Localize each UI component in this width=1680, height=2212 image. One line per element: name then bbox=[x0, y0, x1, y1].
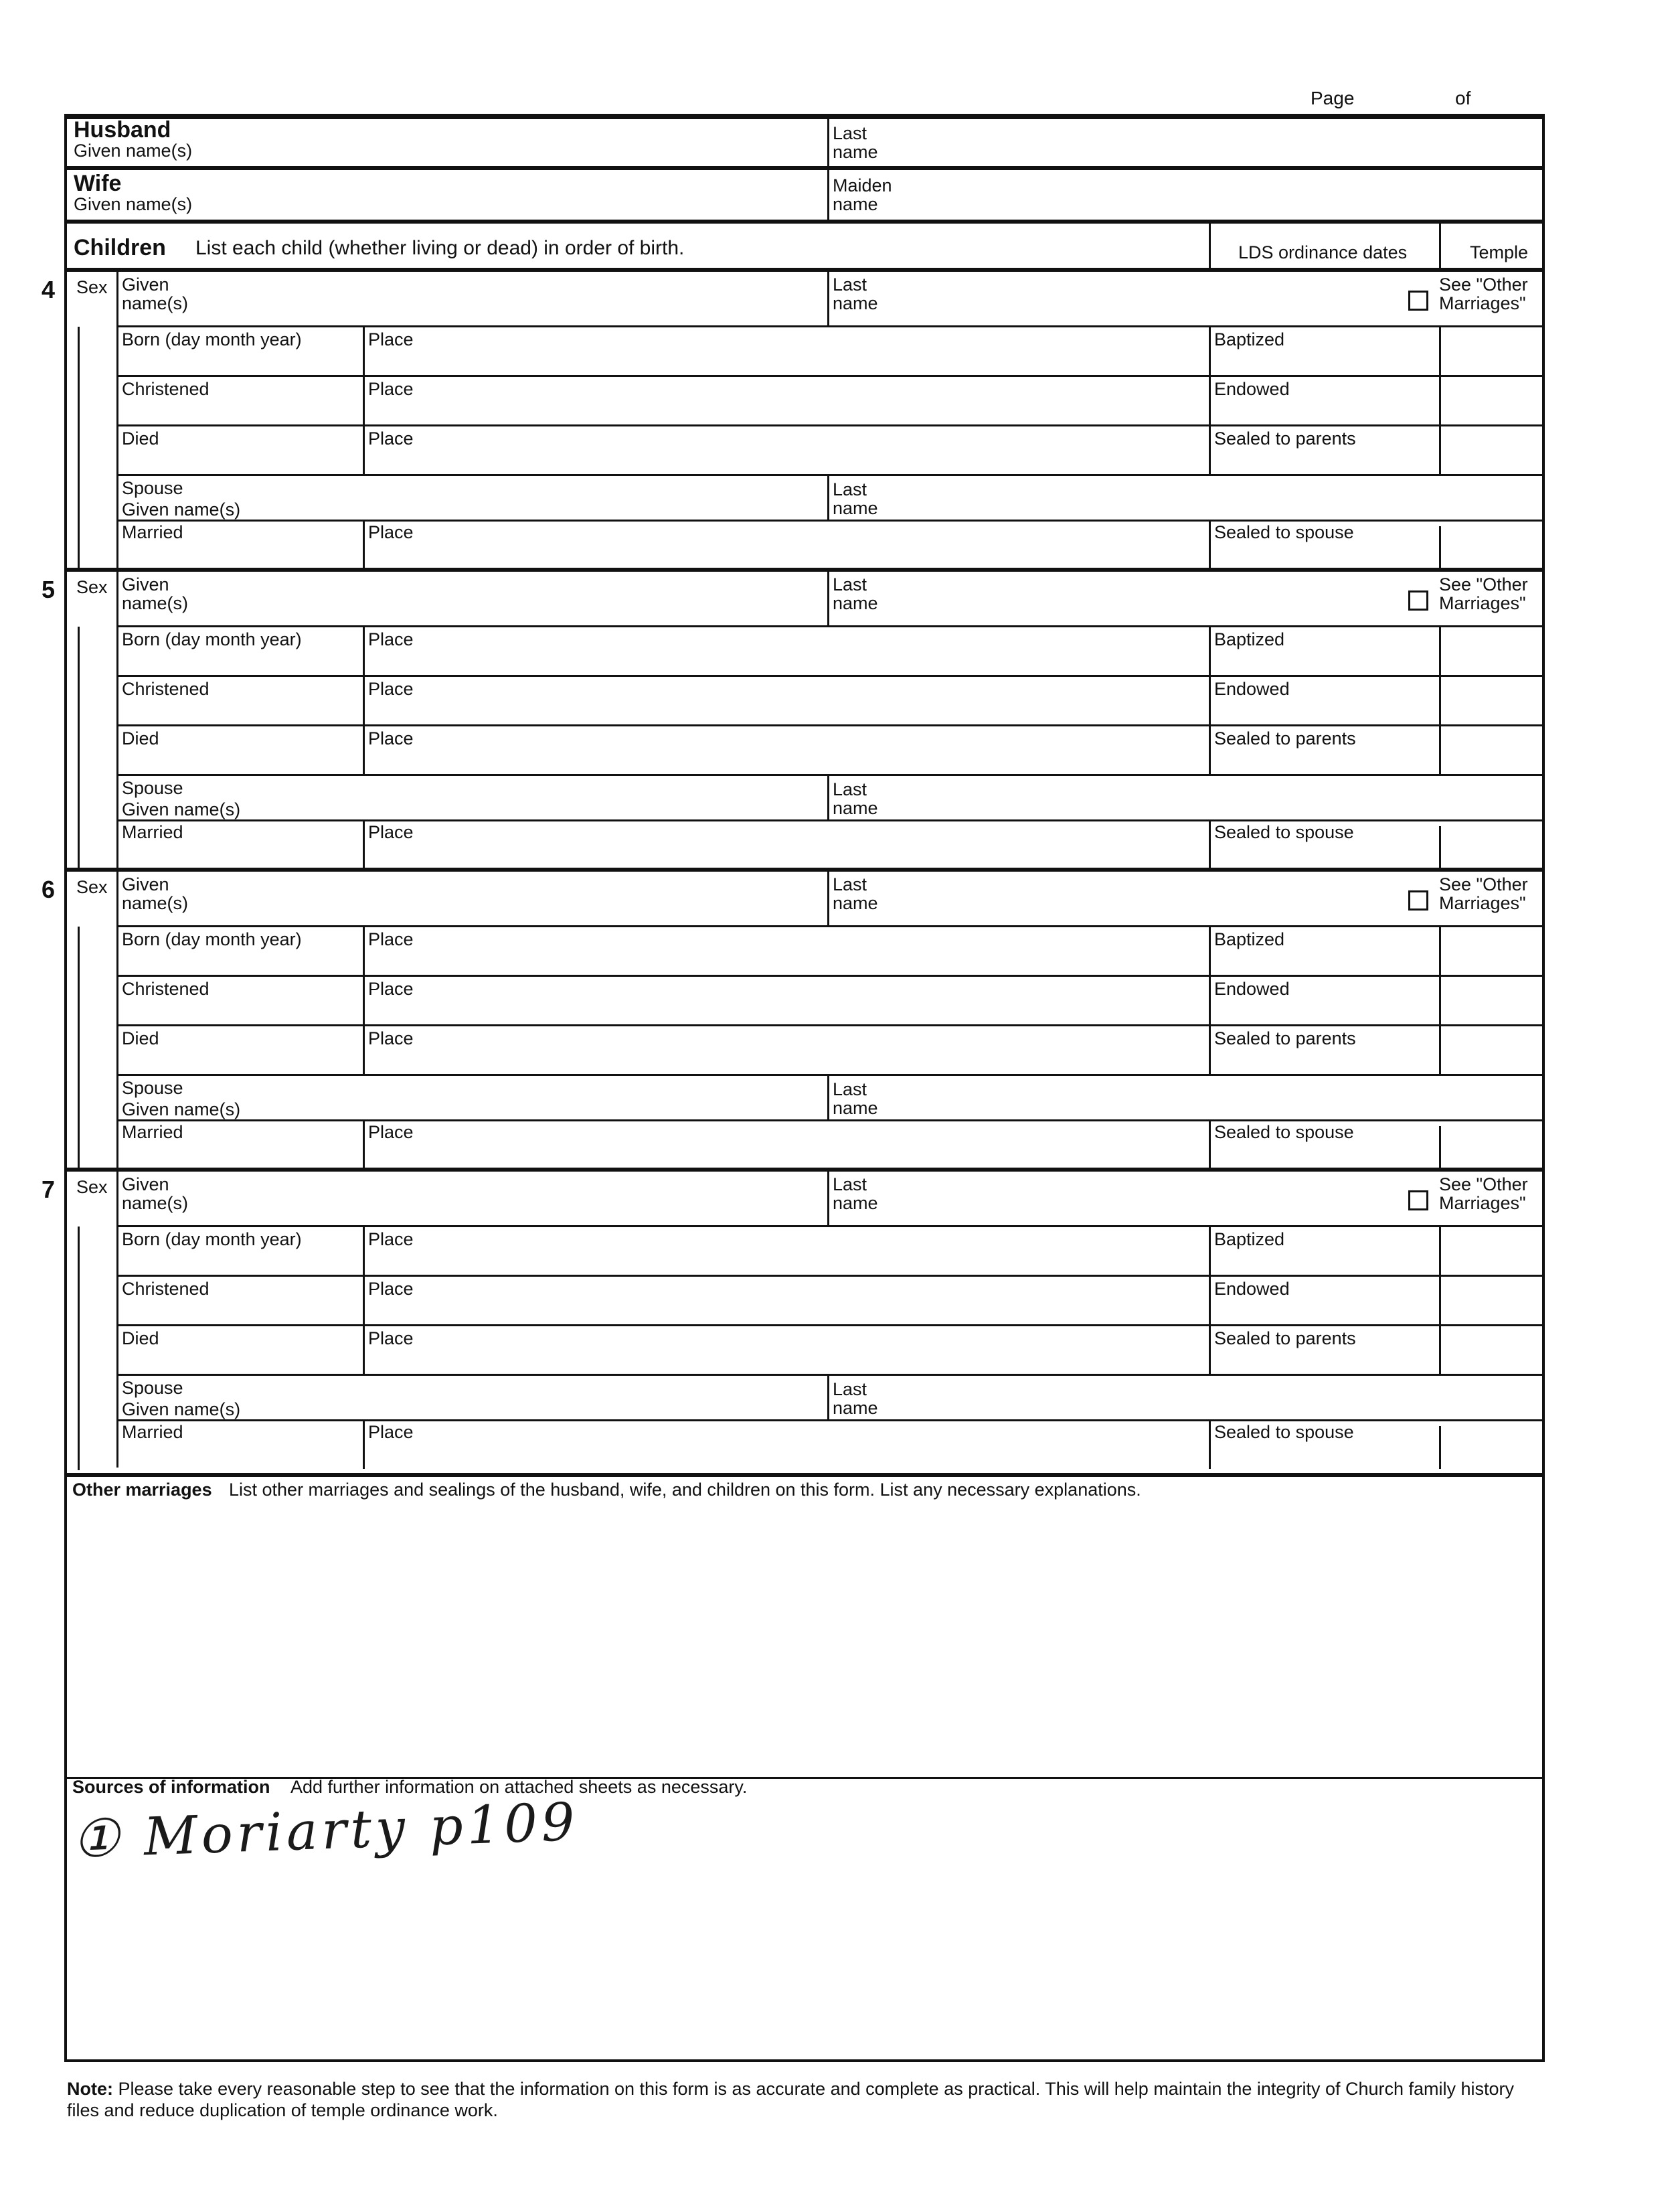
child-married-label: Married bbox=[122, 522, 183, 542]
child-given-label: Given bbox=[122, 874, 169, 894]
child-died-label: Died bbox=[122, 728, 159, 748]
child-last-label-2: name bbox=[833, 893, 878, 913]
child-sealed-spouse-label: Sealed to spouse bbox=[1214, 1122, 1354, 1142]
child-spouse-label: Spouse bbox=[122, 1078, 183, 1098]
child-number: 7 bbox=[41, 1176, 56, 1203]
child-married-label: Married bbox=[122, 1122, 183, 1142]
child-last-label: Last bbox=[833, 574, 867, 595]
child-born-place-label: Place bbox=[368, 929, 414, 949]
child-sealed-spouse-temple-field[interactable] bbox=[1443, 827, 1542, 868]
child-given-label: Given bbox=[122, 574, 169, 595]
child-baptized-temple-field[interactable] bbox=[1443, 1231, 1542, 1272]
child-sealed_parents-temple-field[interactable] bbox=[1443, 730, 1542, 771]
note-paragraph bbox=[67, 2078, 1546, 2121]
child-born-place-label: Place bbox=[368, 1229, 414, 1249]
child-died-place-label: Place bbox=[368, 1328, 414, 1348]
wife-given-label: Given name(s) bbox=[74, 194, 193, 214]
children-title: Children bbox=[74, 235, 166, 260]
child-sex-label: Sex bbox=[76, 277, 108, 297]
child-baptized-label: Baptized bbox=[1214, 929, 1285, 949]
wife-maiden-label-2: name bbox=[833, 194, 878, 214]
child-spouse-last-label: Last bbox=[833, 479, 867, 499]
child-last-label: Last bbox=[833, 1174, 867, 1194]
child-spouse-given-label: Given name(s) bbox=[122, 499, 241, 520]
child-given-label-2: name(s) bbox=[122, 893, 189, 913]
page-label: Page bbox=[1311, 88, 1355, 108]
child-endowed-temple-field[interactable] bbox=[1443, 380, 1542, 422]
note-text: Please take every reasonable step to see that the information on this form is as accurate and complete as practical. This will help maintain the integrity of Church family history files and reduce duplication of temple ordinance work. bbox=[67, 2079, 1515, 2120]
child-sex-field[interactable] bbox=[67, 300, 115, 327]
child-spouse-label: Spouse bbox=[122, 778, 183, 798]
child-spouse-last-label-2: name bbox=[833, 1398, 878, 1418]
child-died-label: Died bbox=[122, 1028, 159, 1048]
see-other-marriages-checkbox[interactable] bbox=[1408, 291, 1428, 311]
sources-field[interactable] bbox=[70, 1875, 1535, 2055]
child-last-label: Last bbox=[833, 274, 867, 295]
child-sealed_parents-label: Sealed to parents bbox=[1214, 1028, 1356, 1048]
see-other-marriages-label: See "Other bbox=[1439, 874, 1528, 894]
child-given-label-2: name(s) bbox=[122, 1193, 189, 1213]
child-endowed-label: Endowed bbox=[1214, 379, 1290, 399]
child-endowed-temple-field[interactable] bbox=[1443, 980, 1542, 1022]
other-marriages-title: Other marriages bbox=[72, 1480, 212, 1500]
child-endowed-label: Endowed bbox=[1214, 979, 1290, 999]
top-rule bbox=[64, 114, 1545, 118]
page-of-label: of bbox=[1455, 88, 1471, 108]
child-number: 6 bbox=[41, 876, 56, 903]
child-endowed-label: Endowed bbox=[1214, 679, 1290, 699]
child-died-place-label: Place bbox=[368, 428, 414, 449]
child-christened-place-label: Place bbox=[368, 379, 414, 399]
child-spouse-last-label: Last bbox=[833, 1379, 867, 1399]
child-baptized-temple-field[interactable] bbox=[1443, 331, 1542, 372]
child-sealed-spouse-temple-field[interactable] bbox=[1443, 528, 1542, 568]
child-born-label: Born (day month year) bbox=[122, 1229, 302, 1249]
child-spouse-label: Spouse bbox=[122, 1378, 183, 1398]
child-spouse-given-label: Given name(s) bbox=[122, 799, 241, 819]
child-born-place-label: Place bbox=[368, 629, 414, 649]
husband-title: Husband bbox=[74, 117, 171, 143]
child-spouse-label: Spouse bbox=[122, 478, 183, 498]
child-endowed-label: Endowed bbox=[1214, 1279, 1290, 1299]
see-other-marriages-label: See "Other bbox=[1439, 574, 1528, 595]
other-marriages-field[interactable] bbox=[70, 1506, 1535, 1774]
see-other-marriages-label: See "Other bbox=[1439, 1174, 1528, 1194]
see-other-marriages-label-2: Marriages" bbox=[1439, 893, 1526, 913]
child-number: 4 bbox=[41, 276, 56, 303]
child-sex-label: Sex bbox=[76, 1177, 108, 1197]
child-sex-field[interactable] bbox=[67, 1200, 115, 1227]
note-title: Note: bbox=[67, 2079, 113, 2099]
see-other-marriages-label-2: Marriages" bbox=[1439, 293, 1526, 313]
sources-title: Sources of information bbox=[72, 1777, 270, 1797]
child-sealed-spouse-label: Sealed to spouse bbox=[1214, 1422, 1354, 1442]
child-sex-label: Sex bbox=[76, 577, 108, 597]
child-born-label: Born (day month year) bbox=[122, 629, 302, 649]
child-given-label-2: name(s) bbox=[122, 293, 189, 313]
other-marriages-instruction: List other marriages and sealings of the husband, wife, and children on this form. List any necessary explanations. bbox=[229, 1480, 1141, 1500]
lds-ordinance-dates-label: LDS ordinance dates bbox=[1238, 242, 1408, 262]
child-sealed_parents-temple-field[interactable] bbox=[1443, 430, 1542, 471]
child-died-place-label: Place bbox=[368, 1028, 414, 1048]
child-last-label: Last bbox=[833, 874, 867, 894]
wife-title: Wife bbox=[74, 171, 122, 196]
see-other-marriages-label-2: Marriages" bbox=[1439, 1193, 1526, 1213]
child-endowed-temple-field[interactable] bbox=[1443, 680, 1542, 722]
child-born-label: Born (day month year) bbox=[122, 929, 302, 949]
see-other-marriages-checkbox[interactable] bbox=[1408, 890, 1428, 911]
husband-last-label: Last bbox=[833, 123, 867, 143]
child-christened-place-label: Place bbox=[368, 1279, 414, 1299]
child-baptized-label: Baptized bbox=[1214, 329, 1285, 349]
children-instruction: List each child (whether living or dead) in order of birth. bbox=[195, 237, 685, 259]
child-baptized-label: Baptized bbox=[1214, 1229, 1285, 1249]
child-christened-label: Christened bbox=[122, 979, 209, 999]
child-sealed-spouse-temple-field[interactable] bbox=[1443, 1127, 1542, 1168]
child-married-place-label: Place bbox=[368, 1422, 414, 1442]
child-endowed-temple-field[interactable] bbox=[1443, 1280, 1542, 1322]
child-sex-label: Sex bbox=[76, 877, 108, 897]
child-christened-place-label: Place bbox=[368, 979, 414, 999]
sources-instruction: Add further information on attached sheets as necessary. bbox=[290, 1777, 748, 1797]
child-born-label: Born (day month year) bbox=[122, 329, 302, 349]
temple-label: Temple bbox=[1470, 242, 1529, 262]
child-sealed_parents-label: Sealed to parents bbox=[1214, 1328, 1356, 1348]
see-other-marriages-checkbox[interactable] bbox=[1408, 590, 1428, 611]
child-spouse-given-label: Given name(s) bbox=[122, 1099, 241, 1119]
child-sealed-spouse-temple-field[interactable] bbox=[1443, 1427, 1542, 1468]
wife-maiden-label: Maiden bbox=[833, 175, 892, 195]
child-married-place-label: Place bbox=[368, 822, 414, 842]
child-sealed_parents-label: Sealed to parents bbox=[1214, 428, 1356, 449]
child-given-label: Given bbox=[122, 274, 169, 295]
child-baptized-temple-field[interactable] bbox=[1443, 631, 1542, 672]
child-number: 5 bbox=[41, 576, 56, 603]
child-spouse-last-label-2: name bbox=[833, 1098, 878, 1118]
child-died-place-label: Place bbox=[368, 728, 414, 748]
child-spouse-last-label: Last bbox=[833, 779, 867, 799]
child-given-label-2: name(s) bbox=[122, 593, 189, 613]
child-last-label-2: name bbox=[833, 1193, 878, 1213]
child-baptized-label: Baptized bbox=[1214, 629, 1285, 649]
husband-last-label-2: name bbox=[833, 142, 878, 162]
child-married-place-label: Place bbox=[368, 522, 414, 542]
child-given-label: Given bbox=[122, 1174, 169, 1194]
husband-given-label: Given name(s) bbox=[74, 141, 193, 161]
child-married-label: Married bbox=[122, 1422, 183, 1442]
child-sealed-spouse-label: Sealed to spouse bbox=[1214, 522, 1354, 542]
child-sex-field[interactable] bbox=[67, 600, 115, 627]
child-sex-field[interactable] bbox=[67, 900, 115, 927]
child-died-label: Died bbox=[122, 428, 159, 449]
child-spouse-last-label-2: name bbox=[833, 798, 878, 818]
child-married-place-label: Place bbox=[368, 1122, 414, 1142]
child-spouse-last-label-2: name bbox=[833, 498, 878, 518]
child-christened-label: Christened bbox=[122, 1279, 209, 1299]
child-died-label: Died bbox=[122, 1328, 159, 1348]
child-sealed_parents-temple-field[interactable] bbox=[1443, 1030, 1542, 1071]
child-spouse-given-label: Given name(s) bbox=[122, 1399, 241, 1419]
child-christened-place-label: Place bbox=[368, 679, 414, 699]
child-sealed_parents-temple-field[interactable] bbox=[1443, 1330, 1542, 1371]
child-sealed-spouse-label: Sealed to spouse bbox=[1214, 822, 1354, 842]
see-other-marriages-label: See "Other bbox=[1439, 274, 1528, 295]
child-last-label-2: name bbox=[833, 293, 878, 313]
child-last-label-2: name bbox=[833, 593, 878, 613]
handwritten-source-note: ① Moriarty p109 bbox=[71, 1792, 580, 1871]
child-spouse-last-label: Last bbox=[833, 1079, 867, 1099]
child-christened-label: Christened bbox=[122, 679, 209, 699]
child-sealed_parents-label: Sealed to parents bbox=[1214, 728, 1356, 748]
child-christened-label: Christened bbox=[122, 379, 209, 399]
child-baptized-temple-field[interactable] bbox=[1443, 931, 1542, 972]
see-other-marriages-label-2: Marriages" bbox=[1439, 593, 1526, 613]
child-born-place-label: Place bbox=[368, 329, 414, 349]
see-other-marriages-checkbox[interactable] bbox=[1408, 1190, 1428, 1210]
child-married-label: Married bbox=[122, 822, 183, 842]
